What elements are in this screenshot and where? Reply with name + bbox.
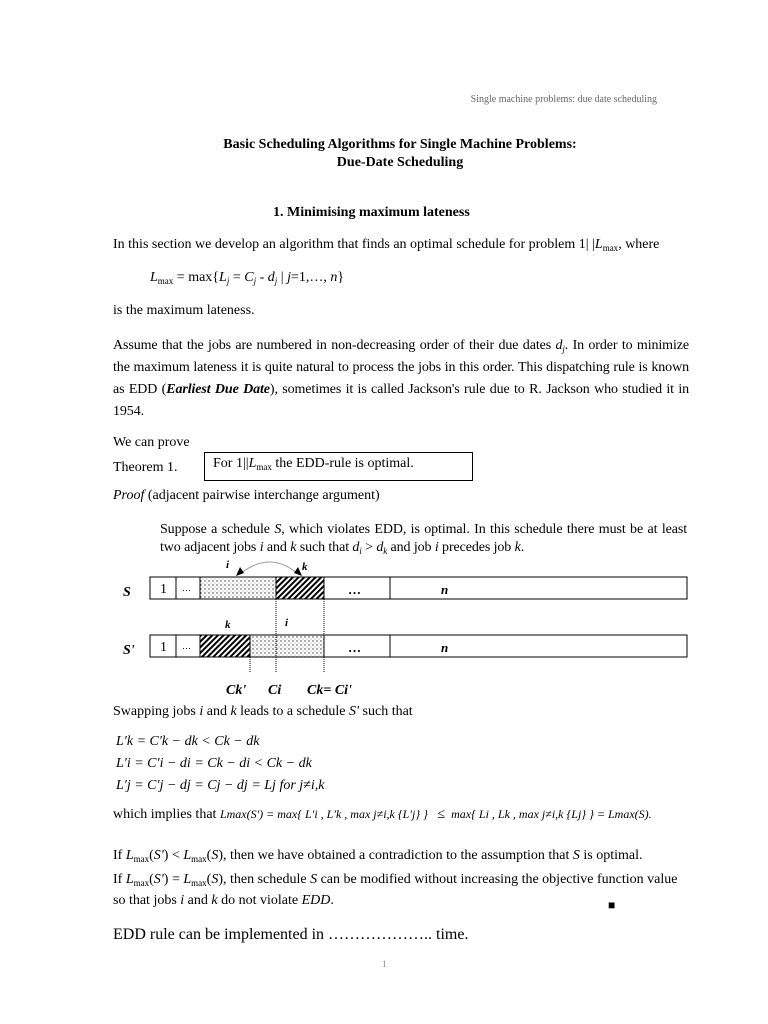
- job-n-label: n: [441, 582, 449, 597]
- job-n-label: n: [441, 640, 449, 655]
- title-line-2: Due-Date Scheduling: [336, 155, 464, 170]
- theorem-row: [113, 452, 689, 482]
- if-equal-line-2: so that jobs i and k do not violate EDD.: [113, 893, 334, 908]
- implies-line: which implies that Lmax(S') = max{ L′i , L′k , max j≠i,k {L′j} } ≤ max{ Li , Lk , max j≠i,k {Lj} } = Lmax(S).: [113, 807, 652, 822]
- theorem-box: [204, 452, 473, 481]
- suppose-paragraph: Suppose a schedule S, which violates EDD, is optimal. In this schedule there must be at least two adjacent jobs i and k such that $d_i > d_k$ and job i precedes job k.: [160, 522, 687, 556]
- ellipsis-label: …: [348, 582, 361, 597]
- lmax-definition: $L_{max} = \max\{L_j = C_j - d_j$ | j=1,…, n}: [150, 270, 345, 286]
- equation-li: L′i = C′i − di = Ck − di < Ck − dk: [116, 756, 312, 771]
- row-label-s: S: [123, 585, 131, 600]
- page-number: 1: [382, 959, 387, 969]
- edd-rule-question: EDD rule can be implemented in ……………….. time.: [113, 926, 469, 943]
- we-can-prove: We can prove: [113, 435, 190, 450]
- equation-lj: L′j = C′j − dj = Cj − dj = Lj for j≠i,k: [116, 778, 325, 793]
- if-equal-line: If $L_{max}(S') = L_{max}(S)$, then schedule S can be modified without increasing the objective function value: [113, 872, 678, 888]
- theorem-label: Theorem 1.: [113, 460, 178, 475]
- title-line-1: Basic Scheduling Algorithms for Single Machine Problems:: [223, 137, 577, 152]
- job-dots-label: …: [182, 641, 191, 651]
- job-k-label: k: [302, 561, 308, 573]
- job-i-label: i: [226, 559, 230, 571]
- schedule-s-bar: [150, 577, 687, 599]
- qed-square: ■: [608, 898, 616, 912]
- schedule-s-prime-bar: [150, 635, 687, 657]
- arrowhead-icon: [236, 567, 302, 576]
- row-label-s-prime: S': [123, 643, 135, 658]
- proof-section: [113, 335, 689, 557]
- equation-lk: L′k = C′k − dk < Ck − dk: [116, 734, 260, 749]
- job-1-label: 1: [160, 582, 167, 597]
- if-less-line: If $L_{max}(S') < L_{max}(S)$, then we have obtained a contradiction to the assumption that S is optimal.: [113, 848, 643, 864]
- schedule-diagram: [0, 552, 768, 700]
- is-max-text: is the maximum lateness.: [113, 303, 255, 318]
- swap-arrow: [240, 562, 298, 574]
- theorem-text: For $1||L_{max}$ the EDD-rule is optimal.: [213, 456, 414, 472]
- ck-equals-ci-prime-label: Ck= Ci': [307, 683, 352, 698]
- job-i-label: i: [285, 617, 289, 629]
- job-dots-label: …: [182, 583, 191, 593]
- paragraph-edd: Assume that the jobs are numbered in non-decreasing order of their due dates $d_j$. In order to minimize the maximum lateness it is quite natural to process the jobs in this order. This dispatching rule is known as EDD (Earliest Due Date), sometimes it is called Jackson's rule due to R. Jackson who studied it in 1954.: [113, 338, 690, 419]
- ellipsis-label: …: [348, 640, 361, 655]
- ck-prime-label: Ck': [226, 683, 247, 698]
- running-header: Single machine problems: due date scheduling: [470, 94, 657, 105]
- section-heading: 1. Minimising maximum lateness: [273, 205, 470, 220]
- proof-line: Proof (adjacent pairwise interchange argument): [113, 488, 380, 503]
- job-k-label: k: [225, 619, 231, 631]
- job-1-label: 1: [160, 640, 167, 655]
- ci-label: Ci: [268, 683, 282, 698]
- swapping-text: Swapping jobs i and k leads to a schedule S' such that: [113, 704, 413, 719]
- intro-text: In this section we develop an algorithm that finds an optimal schedule for problem 1| $|L_{max}$, where: [113, 237, 660, 253]
